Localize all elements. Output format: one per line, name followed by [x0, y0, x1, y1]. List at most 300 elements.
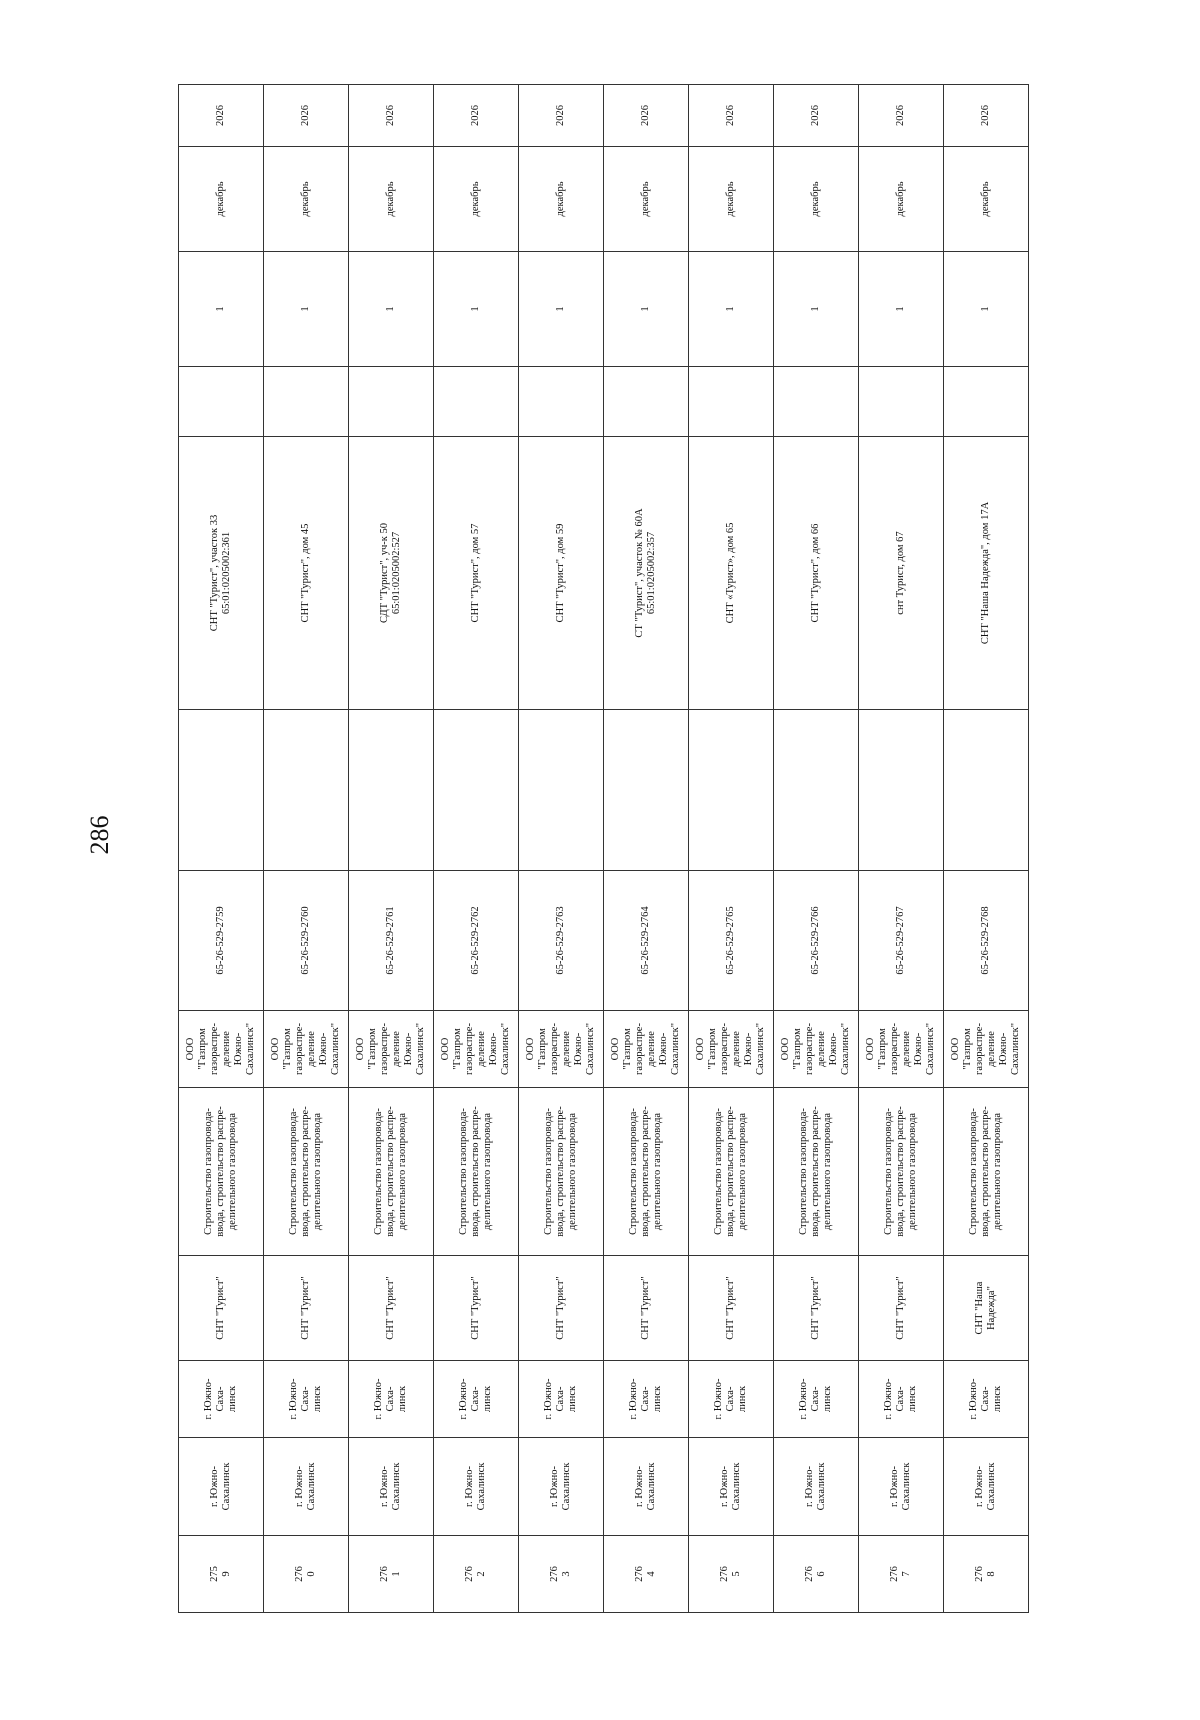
cell-year-line: 2026: [894, 105, 906, 126]
cell-city: [689, 1361, 774, 1438]
cell-code-line: 65-26-529-2759: [214, 906, 226, 975]
cell-code-line: 65-26-529-2761: [384, 906, 396, 975]
cell-work-description: [264, 1088, 349, 1256]
cell-address-line: СНТ "Турист", дом 66: [809, 523, 821, 623]
table-row: [434, 85, 519, 1613]
cell-organization: [519, 1011, 604, 1088]
cell-work-description-line: ввода, строительство распре-: [809, 1106, 821, 1237]
cell-organization-line: "Газпром: [536, 1028, 548, 1070]
cell-year: [689, 85, 774, 147]
cell-empty: [519, 367, 604, 437]
cell-address-line: СНТ «Турист», дом 65: [724, 522, 736, 624]
cell-city-line: Саха-: [979, 1386, 991, 1412]
cell-district-line: Сахалинск: [731, 1462, 742, 1511]
cell-district-line: г. Южно-: [548, 1466, 560, 1507]
cell-organization-line: ООО: [864, 1037, 876, 1061]
cell-number: [859, 1536, 944, 1613]
cell-work-description-line: Строительство газопровода-: [797, 1108, 809, 1235]
cell-month-line: декабрь: [469, 181, 481, 217]
cell-quantity: [604, 252, 689, 367]
cell-applicant: [944, 1256, 1029, 1361]
cell-organization-line: Сахалинск": [585, 1022, 597, 1076]
cell-organization-line: деление: [901, 1031, 912, 1067]
cell-city-line: Саха-: [384, 1386, 396, 1412]
cell-city-line: Саха-: [554, 1386, 566, 1412]
cell-organization-line: деление: [391, 1031, 402, 1067]
cell-district-line: г. Южно-: [888, 1466, 900, 1507]
registry-table: [178, 84, 1029, 1613]
cell-address: [604, 437, 689, 710]
cell-empty: [264, 710, 349, 871]
cell-applicant-line: СНТ "Турист": [809, 1276, 821, 1340]
cell-organization-line: "Газпром: [961, 1028, 973, 1070]
cell-address: [944, 437, 1029, 710]
cell-organization-line: газораспре-: [633, 1023, 645, 1075]
cell-work-description-line: ввода, строительство распре-: [384, 1106, 396, 1237]
cell-district-line: Сахалинск: [391, 1462, 402, 1511]
cell-applicant-line: СНТ "Турист": [469, 1276, 481, 1340]
cell-city-line: Саха-: [724, 1386, 736, 1412]
cell-work-description: [434, 1088, 519, 1256]
cell-organization-line: ООО: [949, 1037, 961, 1061]
cell-code-line: 65-26-529-2766: [809, 906, 821, 975]
cell-number-line: 276: [548, 1566, 560, 1582]
cell-district: [604, 1438, 689, 1536]
cell-number: [349, 1536, 434, 1613]
cell-month-line: декабрь: [384, 181, 396, 217]
cell-organization-line: "Газпром: [196, 1028, 208, 1070]
cell-organization-line: "Газпром: [706, 1028, 718, 1070]
cell-number-line: 276: [463, 1566, 475, 1582]
cell-work-description-line: делительного газопровода: [482, 1112, 494, 1231]
table-row: [519, 85, 604, 1613]
cell-work-description-line: ввода, строительство распре-: [554, 1106, 566, 1237]
cell-city-line: г. Южно-: [627, 1378, 639, 1420]
cell-address-line: СНТ "Турист", дом 59: [554, 523, 566, 623]
cell-code: [434, 871, 519, 1011]
cell-district-line: г. Южно-: [973, 1466, 985, 1507]
cell-applicant: [434, 1256, 519, 1361]
cell-organization: [944, 1011, 1029, 1088]
cell-organization: [434, 1011, 519, 1088]
cell-code: [519, 871, 604, 1011]
cell-work-description-line: ввода, строительство распре-: [299, 1106, 311, 1237]
cell-city-line: г. Южно-: [457, 1378, 469, 1420]
cell-number-line: 276: [293, 1566, 305, 1582]
cell-organization-line: Южно-: [573, 1032, 585, 1066]
cell-applicant-line: СНТ "Наша: [973, 1281, 985, 1335]
cell-work-description-line: делительного газопровода: [992, 1112, 1004, 1231]
cell-organization-line: Сахалинск": [330, 1022, 342, 1076]
cell-work-description-line: Строительство газопровода-: [372, 1108, 384, 1235]
cell-quantity-line: 1: [469, 306, 481, 312]
cell-code: [689, 871, 774, 1011]
cell-applicant-line: СНТ "Турист": [384, 1276, 396, 1340]
cell-number-line: 1: [391, 1571, 402, 1577]
cell-applicant-line: Надежда": [986, 1286, 997, 1330]
table-row: [349, 85, 434, 1613]
cell-organization-line: Сахалинск": [670, 1022, 682, 1076]
cell-number-line: 276: [803, 1566, 815, 1582]
cell-organization-line: ООО: [524, 1037, 536, 1061]
cell-month: [689, 147, 774, 252]
cell-address: [774, 437, 859, 710]
cell-organization-line: Южно-: [998, 1032, 1010, 1066]
cell-organization-line: Южно-: [488, 1032, 500, 1066]
cell-quantity: [774, 252, 859, 367]
cell-district-line: г. Южно-: [378, 1466, 390, 1507]
cell-number: [179, 1536, 264, 1613]
cell-organization-line: ООО: [779, 1037, 791, 1061]
cell-applicant-line: СНТ "Турист": [724, 1276, 736, 1340]
table-row: [774, 85, 859, 1613]
cell-applicant: [349, 1256, 434, 1361]
cell-code: [349, 871, 434, 1011]
table-row: [689, 85, 774, 1613]
cell-work-description-line: ввода, строительство распре-: [979, 1106, 991, 1237]
cell-month-line: декабрь: [639, 181, 651, 217]
cell-organization-line: ООО: [269, 1037, 281, 1061]
table-row: [264, 85, 349, 1613]
cell-organization-line: деление: [986, 1031, 997, 1067]
cell-quantity: [264, 252, 349, 367]
cell-applicant: [264, 1256, 349, 1361]
cell-applicant: [179, 1256, 264, 1361]
cell-city-line: линск: [652, 1385, 664, 1413]
cell-work-description-line: делительного газопровода: [652, 1112, 664, 1231]
cell-number-line: 0: [306, 1571, 317, 1577]
cell-organization-line: "Газпром: [621, 1028, 633, 1070]
cell-city: [264, 1361, 349, 1438]
cell-code-line: 65-26-529-2765: [724, 906, 736, 975]
cell-quantity: [179, 252, 264, 367]
cell-empty: [689, 367, 774, 437]
cell-organization: [774, 1011, 859, 1088]
cell-city-line: линск: [567, 1385, 579, 1413]
cell-empty: [179, 710, 264, 871]
cell-empty: [859, 367, 944, 437]
cell-quantity: [519, 252, 604, 367]
cell-code-line: 65-26-529-2767: [894, 906, 906, 975]
cell-city: [859, 1361, 944, 1438]
cell-number-line: 4: [646, 1571, 657, 1577]
cell-city-line: линск: [482, 1385, 494, 1413]
cell-year-line: 2026: [469, 105, 481, 126]
cell-number: [604, 1536, 689, 1613]
cell-applicant-line: СНТ "Турист": [894, 1276, 906, 1340]
cell-city-line: Саха-: [299, 1386, 311, 1412]
cell-month: [434, 147, 519, 252]
cell-city-line: линск: [227, 1385, 239, 1413]
cell-work-description-line: ввода, строительство распре-: [894, 1106, 906, 1237]
cell-organization-line: Сахалинск": [245, 1022, 257, 1076]
cell-address-line: снт Турист, дом 67: [894, 531, 906, 615]
cell-empty: [179, 367, 264, 437]
cell-year: [604, 85, 689, 147]
table-row: [604, 85, 689, 1613]
cell-quantity-line: 1: [894, 306, 906, 312]
cell-work-description: [604, 1088, 689, 1256]
cell-city-line: г. Южно-: [202, 1378, 214, 1420]
cell-year-line: 2026: [639, 105, 651, 126]
cell-year-line: 2026: [554, 105, 566, 126]
cell-year-line: 2026: [299, 105, 311, 126]
cell-number-line: 2: [476, 1571, 487, 1577]
cell-code-line: 65-26-529-2762: [469, 906, 481, 975]
cell-city-line: линск: [312, 1385, 324, 1413]
cell-quantity: [859, 252, 944, 367]
cell-organization-line: газораспре-: [718, 1023, 730, 1075]
cell-work-description: [859, 1088, 944, 1256]
cell-empty: [349, 367, 434, 437]
cell-organization-line: деление: [646, 1031, 657, 1067]
cell-district: [434, 1438, 519, 1536]
cell-work-description-line: делительного газопровода: [227, 1112, 239, 1231]
cell-month: [349, 147, 434, 252]
cell-work-description-line: ввода, строительство распре-: [724, 1106, 736, 1237]
cell-district-line: г. Южно-: [293, 1466, 305, 1507]
cell-empty: [349, 710, 434, 871]
cell-city-line: линск: [907, 1385, 919, 1413]
cell-applicant: [689, 1256, 774, 1361]
cell-organization-line: Южно-: [828, 1032, 840, 1066]
cell-organization-line: Сахалинск": [925, 1022, 937, 1076]
cell-organization: [179, 1011, 264, 1088]
cell-work-description-line: Строительство газопровода-: [202, 1108, 214, 1235]
cell-district: [519, 1438, 604, 1536]
cell-month: [604, 147, 689, 252]
cell-number-line: 6: [816, 1571, 827, 1577]
cell-city: [349, 1361, 434, 1438]
cell-work-description-line: делительного газопровода: [737, 1112, 749, 1231]
cell-year-line: 2026: [724, 105, 736, 126]
cell-year: [944, 85, 1029, 147]
cell-organization-line: Южно-: [658, 1032, 670, 1066]
cell-code: [179, 871, 264, 1011]
cell-city-line: Саха-: [214, 1386, 226, 1412]
cell-address-line: 65:01:0205002:527: [391, 531, 402, 615]
cell-organization: [349, 1011, 434, 1088]
cell-address: [264, 437, 349, 710]
cell-district-line: Сахалинск: [221, 1462, 232, 1511]
cell-work-description: [519, 1088, 604, 1256]
cell-city: [944, 1361, 1029, 1438]
cell-code-line: 65-26-529-2760: [299, 906, 311, 975]
cell-applicant-line: СНТ "Турист": [554, 1276, 566, 1340]
cell-applicant: [859, 1256, 944, 1361]
cell-address-line: СНТ "Турист", дом 57: [469, 523, 481, 623]
cell-month: [519, 147, 604, 252]
cell-address: [859, 437, 944, 710]
cell-empty: [604, 367, 689, 437]
cell-organization-line: газораспре-: [548, 1023, 560, 1075]
cell-number-line: 8: [986, 1571, 997, 1577]
cell-city: [179, 1361, 264, 1438]
cell-city-line: Саха-: [469, 1386, 481, 1412]
cell-city-line: Саха-: [894, 1386, 906, 1412]
cell-number-line: 276: [718, 1566, 730, 1582]
cell-work-description-line: Строительство газопровода-: [882, 1108, 894, 1235]
cell-applicant-line: СНТ "Турист": [214, 1276, 226, 1340]
cell-address: [179, 437, 264, 710]
cell-organization-line: газораспре-: [888, 1023, 900, 1075]
cell-district-line: г. Южно-: [463, 1466, 475, 1507]
cell-empty: [519, 710, 604, 871]
cell-empty: [774, 367, 859, 437]
table-row: [859, 85, 944, 1613]
cell-quantity-line: 1: [554, 306, 566, 312]
cell-number-line: 276: [888, 1566, 900, 1582]
cell-address: [519, 437, 604, 710]
cell-code: [859, 871, 944, 1011]
cell-address: [689, 437, 774, 710]
cell-district: [944, 1438, 1029, 1536]
cell-code-line: 65-26-529-2768: [979, 906, 991, 975]
cell-city-line: г. Южно-: [882, 1378, 894, 1420]
cell-organization-line: газораспре-: [293, 1023, 305, 1075]
cell-district: [859, 1438, 944, 1536]
table-row: [944, 85, 1029, 1613]
cell-organization-line: газораспре-: [803, 1023, 815, 1075]
cell-month-line: декабрь: [554, 181, 566, 217]
cell-organization-line: Южно-: [318, 1032, 330, 1066]
cell-number: [944, 1536, 1029, 1613]
cell-work-description-line: делительного газопровода: [907, 1112, 919, 1231]
cell-organization: [689, 1011, 774, 1088]
cell-address: [434, 437, 519, 710]
cell-month-line: декабрь: [214, 181, 226, 217]
cell-district-line: Сахалинск: [306, 1462, 317, 1511]
cell-organization-line: газораспре-: [378, 1023, 390, 1075]
cell-organization-line: Южно-: [403, 1032, 415, 1066]
cell-district-line: Сахалинск: [901, 1462, 912, 1511]
cell-city-line: г. Южно-: [287, 1378, 299, 1420]
cell-month-line: декабрь: [299, 181, 311, 217]
cell-empty: [434, 710, 519, 871]
cell-district: [689, 1438, 774, 1536]
cell-address-line: СНТ "Турист", участок 33: [208, 514, 220, 632]
cell-address-line: 65:01:0205002:361: [221, 531, 232, 615]
cell-empty: [944, 710, 1029, 871]
cell-district-line: г. Южно-: [633, 1466, 645, 1507]
cell-work-description-line: ввода, строительство распре-: [214, 1106, 226, 1237]
cell-organization-line: деление: [221, 1031, 232, 1067]
cell-district-line: г. Южно-: [803, 1466, 815, 1507]
cell-month: [944, 147, 1029, 252]
cell-city-line: линск: [737, 1385, 749, 1413]
cell-year: [859, 85, 944, 147]
cell-number: [264, 1536, 349, 1613]
cell-code-line: 65-26-529-2764: [639, 906, 651, 975]
cell-organization-line: ООО: [354, 1037, 366, 1061]
cell-city: [604, 1361, 689, 1438]
cell-work-description-line: делительного газопровода: [822, 1112, 834, 1231]
cell-year-line: 2026: [979, 105, 991, 126]
registry-table-rotated: [178, 85, 1029, 1613]
cell-organization-line: газораспре-: [463, 1023, 475, 1075]
cell-organization-line: "Газпром: [451, 1028, 463, 1070]
cell-quantity-line: 1: [639, 306, 651, 312]
cell-work-description-line: Строительство газопровода-: [967, 1108, 979, 1235]
cell-organization-line: деление: [476, 1031, 487, 1067]
cell-district: [179, 1438, 264, 1536]
cell-organization-line: "Газпром: [281, 1028, 293, 1070]
cell-month: [179, 147, 264, 252]
cell-district-line: Сахалинск: [561, 1462, 572, 1511]
cell-work-description: [944, 1088, 1029, 1256]
cell-district-line: Сахалинск: [986, 1462, 997, 1511]
cell-empty: [434, 367, 519, 437]
cell-organization-line: газораспре-: [973, 1023, 985, 1075]
page-number: 286: [85, 815, 114, 855]
cell-quantity-line: 1: [979, 306, 991, 312]
cell-applicant: [774, 1256, 859, 1361]
cell-empty: [264, 367, 349, 437]
cell-work-description-line: ввода, строительство распре-: [469, 1106, 481, 1237]
cell-address-line: СНТ "Турист", дом 45: [299, 523, 311, 623]
cell-quantity: [944, 252, 1029, 367]
cell-month-line: декабрь: [724, 181, 736, 217]
cell-organization: [604, 1011, 689, 1088]
cell-organization-line: Сахалинск": [1010, 1022, 1022, 1076]
cell-work-description-line: делительного газопровода: [567, 1112, 579, 1231]
cell-number: [519, 1536, 604, 1613]
cell-empty: [859, 710, 944, 871]
cell-organization-line: Южно-: [743, 1032, 755, 1066]
cell-district: [264, 1438, 349, 1536]
cell-year: [519, 85, 604, 147]
cell-month: [774, 147, 859, 252]
cell-address-line: СТ "Турист", участок № 60А: [633, 508, 645, 638]
cell-month: [859, 147, 944, 252]
cell-city-line: г. Южно-: [967, 1378, 979, 1420]
cell-work-description-line: делительного газопровода: [312, 1112, 324, 1231]
cell-organization-line: ООО: [184, 1037, 196, 1061]
cell-organization-line: "Газпром: [791, 1028, 803, 1070]
cell-work-description-line: Строительство газопровода-: [627, 1108, 639, 1235]
cell-organization-line: Сахалинск": [755, 1022, 767, 1076]
cell-organization-line: деление: [561, 1031, 572, 1067]
cell-work-description-line: Строительство газопровода-: [712, 1108, 724, 1235]
cell-number-line: 276: [973, 1566, 985, 1582]
cell-work-description-line: Строительство газопровода-: [542, 1108, 554, 1235]
cell-quantity-line: 1: [299, 306, 311, 312]
cell-organization-line: деление: [731, 1031, 742, 1067]
cell-year: [264, 85, 349, 147]
cell-organization-line: ООО: [439, 1037, 451, 1061]
cell-organization: [859, 1011, 944, 1088]
cell-organization-line: газораспре-: [208, 1023, 220, 1075]
cell-organization: [264, 1011, 349, 1088]
cell-work-description-line: Строительство газопровода-: [457, 1108, 469, 1235]
cell-number-line: 276: [378, 1566, 390, 1582]
cell-city: [519, 1361, 604, 1438]
cell-district-line: Сахалинск: [816, 1462, 827, 1511]
cell-number-line: 276: [633, 1566, 645, 1582]
cell-quantity-line: 1: [724, 306, 736, 312]
cell-address-line: 65:01:0205002:357: [646, 531, 657, 615]
cell-district-line: Сахалинск: [646, 1462, 657, 1511]
cell-work-description: [774, 1088, 859, 1256]
cell-organization-line: ООО: [694, 1037, 706, 1061]
cell-organization-line: "Газпром: [876, 1028, 888, 1070]
cell-city-line: г. Южно-: [372, 1378, 384, 1420]
cell-city-line: линск: [397, 1385, 409, 1413]
cell-number-line: 9: [221, 1571, 232, 1577]
cell-month: [264, 147, 349, 252]
cell-year: [179, 85, 264, 147]
cell-number-line: 5: [731, 1571, 742, 1577]
